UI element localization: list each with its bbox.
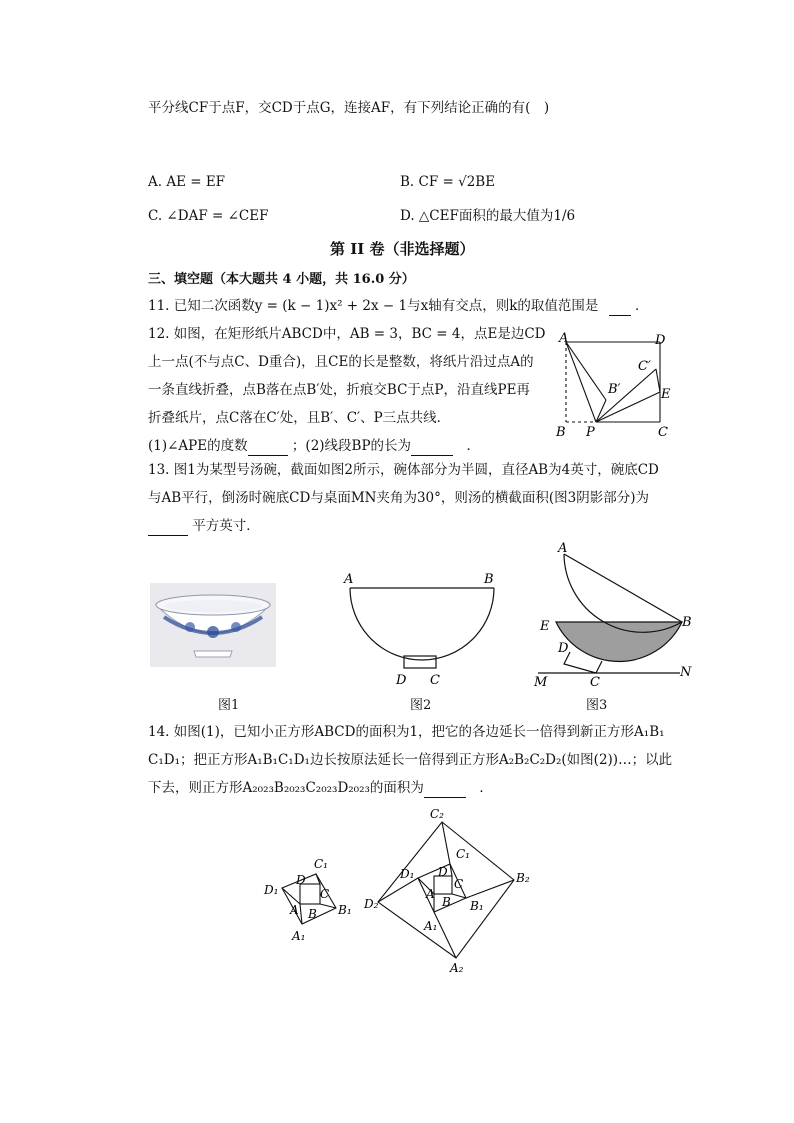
q14-fig1-label-c: C bbox=[320, 887, 330, 901]
q13-fig2-label-c: C bbox=[430, 673, 440, 688]
q13-bowl-cross-section bbox=[338, 568, 508, 688]
q14-answer-blank[interactable] bbox=[424, 783, 466, 798]
q14-fig1-label-a1: A₁ bbox=[292, 929, 306, 943]
q12-label-a: A bbox=[559, 331, 569, 346]
q13-fig2-label-b: B bbox=[484, 572, 494, 587]
q11-answer-blank[interactable] bbox=[609, 301, 631, 316]
q13-fig3-label-c: C bbox=[590, 675, 600, 690]
q14-line2: C₁D₁；把正方形A₁B₁C₁D₁边长按原法延长一倍得到正方形A₂B₂C₂D₂(如图(2))…；以此 bbox=[148, 752, 673, 768]
option-d: D. △CEF面积的最大值为1/6 bbox=[400, 208, 576, 224]
q12-rectangle-figure bbox=[548, 330, 678, 438]
q14-figure-1 bbox=[262, 852, 362, 946]
q13-fig3-label-e: E bbox=[540, 619, 550, 634]
q12-part2-label: ；(2)线段BP的长为 bbox=[291, 438, 412, 454]
q12-answer-blank-2[interactable] bbox=[411, 441, 453, 456]
q13-unit: 平方英寸． bbox=[192, 518, 260, 534]
q13-bowl-photo bbox=[150, 583, 276, 667]
q14-fig2-label-d1: D₁ bbox=[400, 867, 415, 881]
q14-fig2-label-b: B bbox=[442, 895, 451, 909]
q12-line5: (1)∠APE的度数 ；(2)线段BP的长为 ． bbox=[148, 438, 481, 454]
option-c: C. ∠DAF = ∠CEF bbox=[148, 208, 269, 224]
q13-tilted-bowl bbox=[530, 540, 700, 690]
option-b: B. CF = √2BE bbox=[400, 174, 496, 190]
q14-line1: 14. 如图(1)，已知小正方形ABCD的面积为1，把它的各边延长一倍得到新正方形A₁B₁ bbox=[148, 724, 665, 740]
q12-line3: 一条直线折叠，点B落在点B′处，折痕交BC于点P，沿直线PE再 bbox=[148, 382, 530, 398]
q14-fig2-label-a: A bbox=[426, 887, 435, 901]
q14-fig2-label-a2: A₂ bbox=[450, 961, 464, 975]
q14-figure-2 bbox=[362, 806, 534, 978]
q13-fig3-label-b: B bbox=[682, 615, 692, 630]
q14-fig2-label-d: D bbox=[438, 865, 448, 879]
q14-fig2-label-c: C bbox=[454, 877, 464, 891]
section3-header: 三、填空题（本大题共 4 小题，共 16.0 分） bbox=[148, 272, 415, 287]
q11-text: 11. 已知二次函数y = (k − 1)x² + 2x − 1与x轴有交点，则k的取值范围是 ． bbox=[148, 298, 649, 314]
q13-fig3-label-a: A bbox=[558, 541, 568, 556]
q14-fig2-label-a1: A₁ bbox=[424, 919, 438, 933]
q14-fig1-label-b: B bbox=[308, 907, 317, 921]
q13-fig3-label-n: N bbox=[680, 665, 692, 680]
q13-fig2-label-a: A bbox=[344, 572, 354, 587]
q14-fig2-label-b2: B₂ bbox=[516, 871, 530, 885]
q14-body: 下去，则正方形A₂₀₂₃B₂₀₂₃C₂₀₂₃D₂₀₂₃的面积为 bbox=[148, 780, 424, 796]
q14-fig2-label-d2: D₂ bbox=[364, 897, 379, 911]
q12-part1-label: (1)∠APE的度数 bbox=[148, 438, 248, 454]
q11-body: 11. 已知二次函数y = (k − 1)x² + 2x − 1与x轴有交点，则k的取值范围是 bbox=[148, 298, 599, 314]
q12-label-e: E bbox=[661, 387, 671, 402]
option-a: A. AE = EF bbox=[148, 174, 226, 190]
question-intro-line: 平分线CF于点F，交CD于点G，连接AF，有下列结论正确的有( ) bbox=[148, 100, 550, 116]
q13-fig3-label-d: D bbox=[558, 641, 569, 656]
q12-label-c-prime: C′ bbox=[638, 359, 651, 374]
q12-line2: 上一点(不与点C、D重合)，且CE的长是整数，将纸片沿过点A的 bbox=[148, 354, 534, 370]
q13-fig3-caption: 图3 bbox=[586, 698, 608, 713]
q13-fig1-caption: 图1 bbox=[218, 698, 240, 713]
q14-fig1-label-d1: D₁ bbox=[264, 883, 279, 897]
q13-fig2-label-d: D bbox=[396, 673, 407, 688]
q12-answer-blank-1[interactable] bbox=[248, 441, 288, 456]
q13-line3 bbox=[148, 516, 260, 536]
q14-fig1-label-c1: C₁ bbox=[314, 857, 328, 871]
q14-fig1-label-a: A bbox=[290, 903, 299, 917]
q13-line1: 13. 图1为某型号汤碗，截面如图2所示，碗体部分为半圆，直径AB为4英寸，碗底CD bbox=[148, 462, 659, 478]
q12-label-b-prime: B′ bbox=[608, 382, 621, 397]
q14-line3: 下去，则正方形A₂₀₂₃B₂₀₂₃C₂₀₂₃D₂₀₂₃的面积为 ． bbox=[148, 780, 493, 796]
q14-fig2-label-b1: B₁ bbox=[470, 899, 484, 913]
q14-fig2-label-c2: C₂ bbox=[430, 807, 444, 821]
q14-fig2-label-c1: C₁ bbox=[456, 847, 470, 861]
q13-line2: 与AB平行，倒汤时碗底CD与桌面MN夹角为30°，则汤的横截面积(图3阴影部分)为 bbox=[148, 490, 650, 506]
q12-line1: 12. 如图，在矩形纸片ABCD中，AB = 3，BC = 4，点E是边CD bbox=[148, 326, 546, 342]
q12-label-p: P bbox=[586, 425, 595, 438]
q13-fig2-caption: 图2 bbox=[410, 698, 432, 713]
q12-label-d: D bbox=[655, 333, 666, 348]
part2-title: 第 II 卷（非选择题） bbox=[330, 240, 475, 258]
q12-line4: 折叠纸片，点C落在C′处，且B′、C′、P三点共线． bbox=[148, 410, 451, 426]
q12-label-b: B bbox=[556, 425, 566, 438]
q13-answer-blank[interactable] bbox=[148, 521, 188, 536]
q14-fig1-label-d: D bbox=[296, 873, 306, 887]
q12-label-c: C bbox=[658, 425, 668, 438]
q13-fig3-label-m: M bbox=[534, 675, 548, 690]
q14-fig1-label-b1: B₁ bbox=[338, 903, 352, 917]
